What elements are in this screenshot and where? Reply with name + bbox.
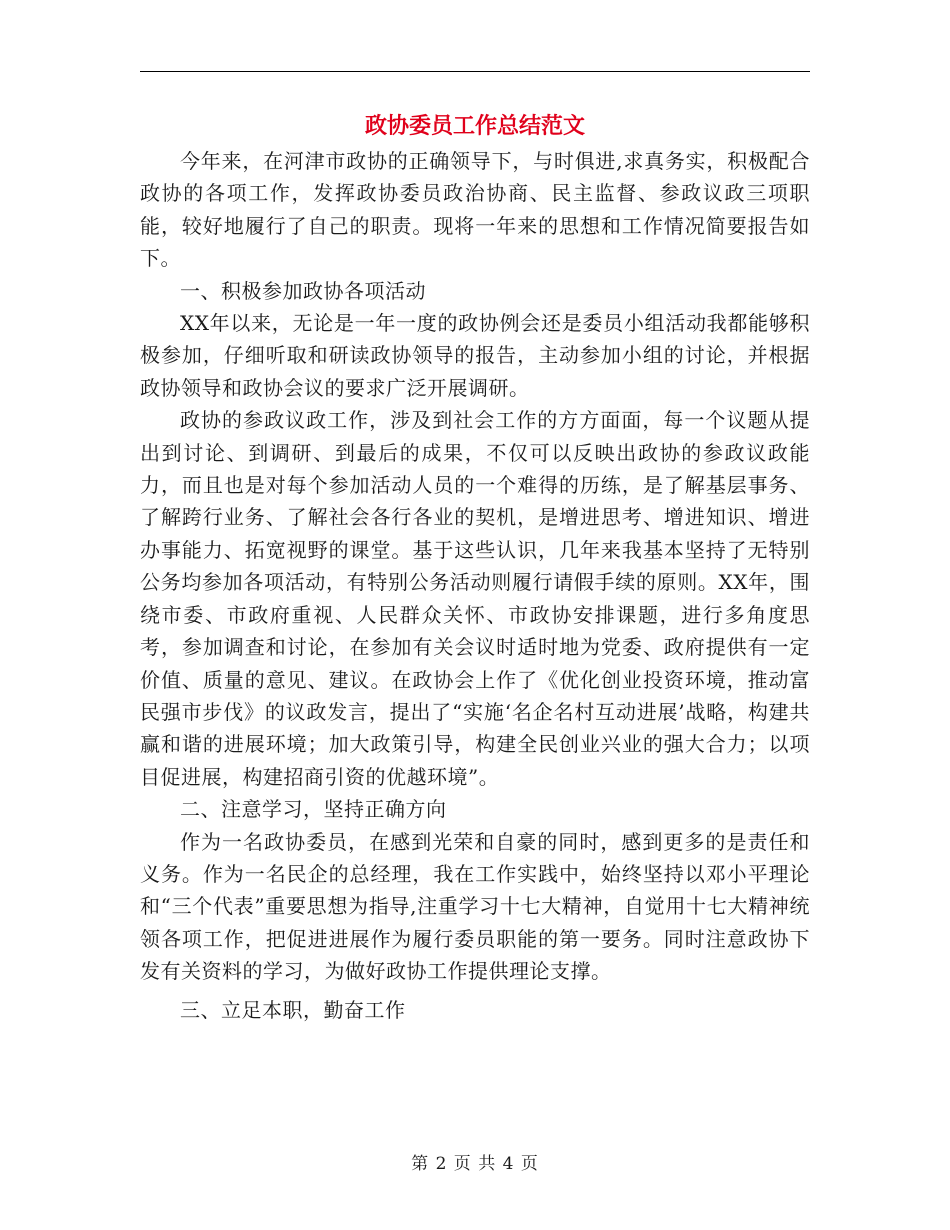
page-number: 第 2 页 共 4 页 [411, 1154, 539, 1174]
paragraph-intro: 今年来，在河津市政协的正确领导下，与时俱进,求真务实，积极配合政协的各项工作，发挥政协委员政治协商、民主监督、参政议政三项职能，较好地履行了自己的职责。现将一年来的思想和工作情况简要报告如下。 [140, 149, 810, 271]
section-heading-1: 一、积极参加政协各项活动 [180, 278, 426, 303]
section-heading-3: 三、立足本职，勤奋工作 [180, 997, 406, 1022]
document-title: 政协委员工作总结范文 [364, 113, 585, 139]
paragraph-section-1a: XX年以来，无论是一年一度的政协例会还是委员小组活动我都能够积极参加，仔细听取和研读政协领导的报告，主动参加小组的讨论，并根据政协领导和政协会议的要求广泛开展调研。 [140, 311, 810, 400]
header-rule [140, 71, 810, 72]
document-body [140, 100, 810, 1026]
paragraph-section-1b: 政协的参政议政工作，涉及到社会工作的方方面面，每一个议题从提出到讨论、到调研、到最后的成果，不仅可以反映出政协的参政议政能力，而且也是对每个参加活动人员的一个难得的历练，是了解基层事务、了解跨行业务、了解社会各行各业的契机，是增进思考、增进知识、增进办事能力、拓宽视野的课堂。基于这些认识，几年来我基本坚持了无特别公务均参加各项活动，有特别公务活动则履行请假手续的原则。XX年，围绕市委、市政府重视、人民群众关怀、市政协安排课题，进行多角度思考，参加调查和讨论，在参加有关会议时适时地为党委、政府提供有一定价值、质量的意见、建议。在政协会上作了《优化创业投资环境，推动富民强市步伐》的议政发言，提出了“实施‘名企名村互动进展’战略，构建共赢和谐的进展环境；加大政策引导，构建全民创业兴业的强大合力；以项目促进展，构建招商引资的优越环境”。 [140, 408, 810, 789]
section-heading-2: 二、注意学习，坚持正确方向 [180, 797, 447, 822]
paragraph-section-2: 作为一名政协委员，在感到光荣和自豪的同时，感到更多的是责任和义务。作为一名民企的总经理，我在工作实践中，始终坚持以邓小平理论和“三个代表”重要思想为指导,注重学习十七大精神，自觉用十七大精神统领各项工作，把促进进展作为履行委员职能的第一要务。同时注意政协下发有关资料的学习，为做好政协工作提供理论支撑。 [140, 829, 810, 984]
